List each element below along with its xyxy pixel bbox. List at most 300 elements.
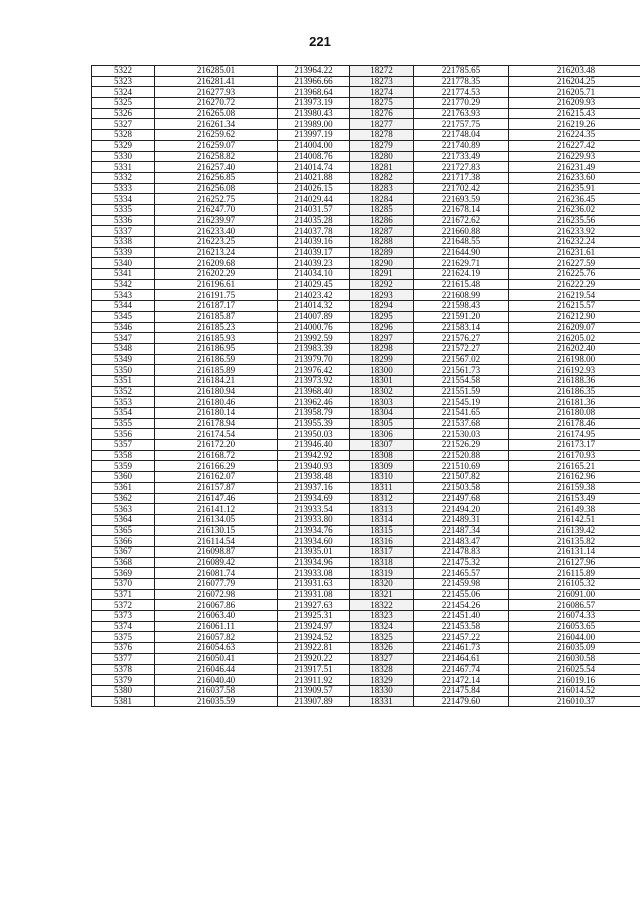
table-row	[92, 375, 640, 386]
table-cell: 221572.27	[414, 343, 509, 354]
table-row	[92, 237, 640, 248]
table-cell: 18281	[350, 162, 414, 173]
table-cell: 5374	[92, 621, 155, 632]
table-cell: 216184.21	[155, 375, 278, 386]
table-cell: 213992.59	[278, 333, 350, 344]
table-cell: 18317	[350, 546, 414, 557]
table-cell: 18330	[350, 685, 414, 696]
table-cell: 216247.70	[155, 204, 278, 215]
table-cell: 216030.58	[509, 653, 640, 664]
table-cell: 221537.68	[414, 418, 509, 429]
table-cell: 221455.06	[414, 589, 509, 600]
table-cell: 18287	[350, 226, 414, 237]
table-cell: 5373	[92, 611, 155, 622]
table-row	[92, 418, 640, 429]
table-cell: 18311	[350, 482, 414, 493]
table-cell: 216141.12	[155, 504, 278, 515]
table-cell: 18327	[350, 653, 414, 664]
table-cell: 216025.54	[509, 664, 640, 675]
table-row	[92, 247, 640, 258]
table-cell: 216142.51	[509, 514, 640, 525]
table-cell: 18307	[350, 440, 414, 451]
table-cell: 216261.34	[155, 119, 278, 130]
table-cell: 5375	[92, 632, 155, 643]
table-cell: 221576.27	[414, 333, 509, 344]
table-cell: 18305	[350, 418, 414, 429]
table-cell: 18308	[350, 450, 414, 461]
table-cell: 221489.31	[414, 514, 509, 525]
table-cell: 18314	[350, 514, 414, 525]
table-cell: 216209.93	[509, 98, 640, 109]
table-cell: 216174.95	[509, 429, 640, 440]
table-row	[92, 696, 640, 707]
table-cell: 213958.79	[278, 408, 350, 419]
table-cell: 216035.59	[155, 696, 278, 707]
table-cell: 216105.32	[509, 579, 640, 590]
table-cell: 5332	[92, 172, 155, 183]
table-row	[92, 525, 640, 536]
table-cell: 214014.74	[278, 162, 350, 173]
table-cell: 216270.72	[155, 98, 278, 109]
table-cell: 221475.84	[414, 685, 509, 696]
table-cell: 213946.40	[278, 440, 350, 451]
table-cell: 216086.57	[509, 600, 640, 611]
table-cell: 18331	[350, 696, 414, 707]
table-cell: 5326	[92, 108, 155, 119]
table-cell: 221702.42	[414, 183, 509, 194]
table-cell: 216232.24	[509, 237, 640, 248]
table-cell: 221748.04	[414, 130, 509, 141]
table-cell: 18306	[350, 429, 414, 440]
table-cell: 216172.20	[155, 440, 278, 451]
table-cell: 18276	[350, 108, 414, 119]
table-cell: 18272	[350, 66, 414, 77]
table-row	[92, 119, 640, 130]
table-cell: 216077.79	[155, 579, 278, 590]
table-cell: 221648.55	[414, 237, 509, 248]
table-cell: 5327	[92, 119, 155, 130]
table-cell: 216127.96	[509, 557, 640, 568]
table-cell: 221510.69	[414, 461, 509, 472]
table-cell: 216057.82	[155, 632, 278, 643]
table-cell: 5381	[92, 696, 155, 707]
table-cell: 216173.17	[509, 440, 640, 451]
table-cell: 216063.40	[155, 611, 278, 622]
table-cell: 18321	[350, 589, 414, 600]
table-cell: 214039.23	[278, 258, 350, 269]
table-cell: 216044.00	[509, 632, 640, 643]
table-cell: 18318	[350, 557, 414, 568]
table-cell: 213933.08	[278, 568, 350, 579]
table-cell: 216231.61	[509, 247, 640, 258]
table-cell: 216259.62	[155, 130, 278, 141]
table-cell: 18325	[350, 632, 414, 643]
table-row	[92, 621, 640, 632]
page-number: 221	[309, 34, 331, 49]
table-cell: 216168.72	[155, 450, 278, 461]
table-cell: 216081.74	[155, 568, 278, 579]
table-cell: 214023.42	[278, 290, 350, 301]
table-row	[92, 226, 640, 237]
table-row	[92, 76, 640, 87]
table-cell: 18304	[350, 408, 414, 419]
table-cell: 216180.94	[155, 386, 278, 397]
table-cell: 221672.62	[414, 215, 509, 226]
table-row	[92, 301, 640, 312]
table-cell: 18298	[350, 343, 414, 354]
table-cell: 5324	[92, 87, 155, 98]
table-row	[92, 258, 640, 269]
table-row	[92, 482, 640, 493]
table-cell: 216186.59	[155, 354, 278, 365]
table-row	[92, 386, 640, 397]
table-cell: 216192.93	[509, 365, 640, 376]
table-cell: 18280	[350, 151, 414, 162]
table-row	[92, 408, 640, 419]
table-cell: 216203.48	[509, 66, 640, 77]
table-cell: 5322	[92, 66, 155, 77]
table-row	[92, 151, 640, 162]
table-cell: 216209.07	[509, 322, 640, 333]
table-cell: 18283	[350, 183, 414, 194]
table-cell: 221465.57	[414, 568, 509, 579]
table-cell: 18288	[350, 237, 414, 248]
table-cell: 5347	[92, 333, 155, 344]
table-cell: 221503.58	[414, 482, 509, 493]
table-cell: 221530.03	[414, 429, 509, 440]
table-cell: 221583.14	[414, 322, 509, 333]
table-cell: 221785.65	[414, 66, 509, 77]
table-cell: 216147.46	[155, 493, 278, 504]
table-cell: 213937.16	[278, 482, 350, 493]
table-cell: 216223.25	[155, 237, 278, 248]
table-cell: 216040.40	[155, 675, 278, 686]
table-cell: 216135.82	[509, 536, 640, 547]
table-cell: 221608.99	[414, 290, 509, 301]
table-cell: 18295	[350, 311, 414, 322]
table-cell: 214031.57	[278, 204, 350, 215]
table-cell: 216185.23	[155, 322, 278, 333]
table-cell: 213973.92	[278, 375, 350, 386]
table-cell: 216134.05	[155, 514, 278, 525]
table-cell: 216165.21	[509, 461, 640, 472]
table-cell: 216235.56	[509, 215, 640, 226]
table-cell: 214021.88	[278, 172, 350, 183]
table-cell: 5349	[92, 354, 155, 365]
table-cell: 216131.14	[509, 546, 640, 557]
table-cell: 221693.59	[414, 194, 509, 205]
table-row	[92, 66, 640, 77]
table-cell: 216166.29	[155, 461, 278, 472]
table-cell: 18326	[350, 643, 414, 654]
table-cell: 18319	[350, 568, 414, 579]
table-cell: 216239.97	[155, 215, 278, 226]
table-cell: 216188.36	[509, 375, 640, 386]
table-cell: 5338	[92, 237, 155, 248]
table-cell: 18315	[350, 525, 414, 536]
table-cell: 216257.40	[155, 162, 278, 173]
table-row	[92, 611, 640, 622]
table-row	[92, 215, 640, 226]
table-cell: 213907.89	[278, 696, 350, 707]
table-cell: 213968.40	[278, 386, 350, 397]
table-cell: 5376	[92, 643, 155, 654]
table-cell: 221507.82	[414, 472, 509, 483]
table-cell: 18309	[350, 461, 414, 472]
table-cell: 216196.61	[155, 279, 278, 290]
table-row	[92, 354, 640, 365]
table-cell: 213962.46	[278, 397, 350, 408]
table-cell: 216277.93	[155, 87, 278, 98]
table-row	[92, 675, 640, 686]
table-cell: 221733.49	[414, 151, 509, 162]
table-cell: 221453.58	[414, 621, 509, 632]
table-cell: 5363	[92, 504, 155, 515]
table-cell: 216222.29	[509, 279, 640, 290]
table-cell: 213997.19	[278, 130, 350, 141]
table-row	[92, 290, 640, 301]
table-cell: 5345	[92, 311, 155, 322]
table-cell: 5380	[92, 685, 155, 696]
table-cell: 5353	[92, 397, 155, 408]
table-cell: 216178.46	[509, 418, 640, 429]
table-cell: 5352	[92, 386, 155, 397]
table-cell: 221467.74	[414, 664, 509, 675]
table-row	[92, 98, 640, 109]
table-cell: 213933.80	[278, 514, 350, 525]
table-cell: 213968.64	[278, 87, 350, 98]
table-row	[92, 365, 640, 376]
table-row	[92, 343, 640, 354]
table-cell: 18329	[350, 675, 414, 686]
table-cell: 216186.95	[155, 343, 278, 354]
table-row	[92, 311, 640, 322]
table-cell: 214026.15	[278, 183, 350, 194]
table-cell: 216174.54	[155, 429, 278, 440]
table-cell: 5364	[92, 514, 155, 525]
table-row	[92, 600, 640, 611]
table-cell: 216187.17	[155, 301, 278, 312]
table-cell: 216256.08	[155, 183, 278, 194]
table-row	[92, 172, 640, 183]
table-cell: 18297	[350, 333, 414, 344]
table-cell: 5369	[92, 568, 155, 579]
table-cell: 213964.22	[278, 66, 350, 77]
table-row	[92, 685, 640, 696]
table-cell: 216162.07	[155, 472, 278, 483]
table-cell: 18324	[350, 621, 414, 632]
table-cell: 221757.75	[414, 119, 509, 130]
table-cell: 221770.29	[414, 98, 509, 109]
table-cell: 214037.78	[278, 226, 350, 237]
table-row	[92, 162, 640, 173]
table-cell: 221717.38	[414, 172, 509, 183]
table-cell: 221451.40	[414, 611, 509, 622]
table-row	[92, 514, 640, 525]
table-cell: 213983.39	[278, 343, 350, 354]
table-row	[92, 632, 640, 643]
table-cell: 5365	[92, 525, 155, 536]
table-cell: 221727.83	[414, 162, 509, 173]
table-cell: 5367	[92, 546, 155, 557]
table-cell: 221479.60	[414, 696, 509, 707]
table-cell: 5323	[92, 76, 155, 87]
table-cell: 18289	[350, 247, 414, 258]
table-cell: 213934.60	[278, 536, 350, 547]
table-cell: 18322	[350, 600, 414, 611]
table-cell: 221778.35	[414, 76, 509, 87]
table-cell: 216074.33	[509, 611, 640, 622]
table-row	[92, 536, 640, 547]
table-cell: 214039.16	[278, 237, 350, 248]
table-cell: 5357	[92, 440, 155, 451]
table-cell: 213989.00	[278, 119, 350, 130]
table-row	[92, 130, 640, 141]
table-cell: 5342	[92, 279, 155, 290]
table-cell: 5358	[92, 450, 155, 461]
table-cell: 216224.35	[509, 130, 640, 141]
table-cell: 18320	[350, 579, 414, 590]
table-row	[92, 322, 640, 333]
table-cell: 213925.31	[278, 611, 350, 622]
table-cell: 5360	[92, 472, 155, 483]
table-cell: 216098.87	[155, 546, 278, 557]
table-cell: 221461.73	[414, 643, 509, 654]
table-cell: 213931.63	[278, 579, 350, 590]
table-cell: 216185.93	[155, 333, 278, 344]
table-cell: 221478.83	[414, 546, 509, 557]
table-cell: 5339	[92, 247, 155, 258]
table-cell: 18312	[350, 493, 414, 504]
table-cell: 216014.52	[509, 685, 640, 696]
table-row	[92, 194, 640, 205]
table-cell: 213931.08	[278, 589, 350, 600]
table-cell: 216037.58	[155, 685, 278, 696]
table-cell: 221459.98	[414, 579, 509, 590]
table-row	[92, 140, 640, 151]
table-cell: 18294	[350, 301, 414, 312]
table-cell: 213934.69	[278, 493, 350, 504]
table-cell: 18292	[350, 279, 414, 290]
table-row	[92, 504, 640, 515]
table-cell: 5379	[92, 675, 155, 686]
table-cell: 18313	[350, 504, 414, 515]
table-row	[92, 472, 640, 483]
table-cell: 216180.14	[155, 408, 278, 419]
table-cell: 5362	[92, 493, 155, 504]
coordinates-table-body	[92, 66, 640, 707]
table-row	[92, 429, 640, 440]
table-cell: 216191.75	[155, 290, 278, 301]
table-cell: 213980.43	[278, 108, 350, 119]
table-cell: 216236.02	[509, 204, 640, 215]
table-cell: 18301	[350, 375, 414, 386]
table-cell: 213922.81	[278, 643, 350, 654]
table-cell: 216281.41	[155, 76, 278, 87]
table-cell: 216010.37	[509, 696, 640, 707]
table-cell: 214000.76	[278, 322, 350, 333]
table-cell: 213917.51	[278, 664, 350, 675]
table-cell: 18282	[350, 172, 414, 183]
table-cell: 216114.54	[155, 536, 278, 547]
table-cell: 18296	[350, 322, 414, 333]
table-cell: 5334	[92, 194, 155, 205]
table-cell: 216229.93	[509, 151, 640, 162]
table-cell: 216227.59	[509, 258, 640, 269]
table-cell: 5370	[92, 579, 155, 590]
table-cell: 221740.89	[414, 140, 509, 151]
table-cell: 18277	[350, 119, 414, 130]
table-cell: 216181.36	[509, 397, 640, 408]
table-cell: 5337	[92, 226, 155, 237]
table-cell: 5350	[92, 365, 155, 376]
table-cell: 216259.07	[155, 140, 278, 151]
table-cell: 216170.93	[509, 450, 640, 461]
table-cell: 18286	[350, 215, 414, 226]
table-cell: 5355	[92, 418, 155, 429]
table-row	[92, 450, 640, 461]
table-cell: 213934.96	[278, 557, 350, 568]
table-cell: 216204.25	[509, 76, 640, 87]
table-cell: 216185.89	[155, 365, 278, 376]
table-cell: 216178.94	[155, 418, 278, 429]
table-cell: 213973.19	[278, 98, 350, 109]
table-cell: 216256.85	[155, 172, 278, 183]
table-cell: 5351	[92, 375, 155, 386]
table-cell: 216019.16	[509, 675, 640, 686]
table-cell: 216186.35	[509, 386, 640, 397]
table-cell: 213938.48	[278, 472, 350, 483]
table-cell: 216215.57	[509, 301, 640, 312]
table-cell: 221494.20	[414, 504, 509, 515]
table-cell: 213934.76	[278, 525, 350, 536]
table-cell: 221591.20	[414, 311, 509, 322]
table-cell: 18284	[350, 194, 414, 205]
table-row	[92, 546, 640, 557]
table-cell: 213935.01	[278, 546, 350, 557]
table-cell: 213976.42	[278, 365, 350, 376]
table-cell: 18323	[350, 611, 414, 622]
table-cell: 18299	[350, 354, 414, 365]
table-cell: 5378	[92, 664, 155, 675]
table-cell: 214004.00	[278, 140, 350, 151]
table-cell: 5330	[92, 151, 155, 162]
table-cell: 214039.17	[278, 247, 350, 258]
table-cell: 221567.02	[414, 354, 509, 365]
table-cell: 216185.87	[155, 311, 278, 322]
table-cell: 213933.54	[278, 504, 350, 515]
table-cell: 216180.46	[155, 397, 278, 408]
table-cell: 214034.10	[278, 269, 350, 280]
table-cell: 216162.96	[509, 472, 640, 483]
table-cell: 216212.90	[509, 311, 640, 322]
table-cell: 5325	[92, 98, 155, 109]
table-cell: 18291	[350, 269, 414, 280]
table-cell: 18278	[350, 130, 414, 141]
table-cell: 221554.58	[414, 375, 509, 386]
table-cell: 221644.90	[414, 247, 509, 258]
table-cell: 213955.39	[278, 418, 350, 429]
table-cell: 213920.22	[278, 653, 350, 664]
table-cell: 213911.92	[278, 675, 350, 686]
table-cell: 5361	[92, 482, 155, 493]
table-cell: 216053.65	[509, 621, 640, 632]
table-cell: 221561.73	[414, 365, 509, 376]
table-cell: 18300	[350, 365, 414, 376]
table-cell: 221629.71	[414, 258, 509, 269]
table-cell: 18293	[350, 290, 414, 301]
table-row	[92, 664, 640, 675]
